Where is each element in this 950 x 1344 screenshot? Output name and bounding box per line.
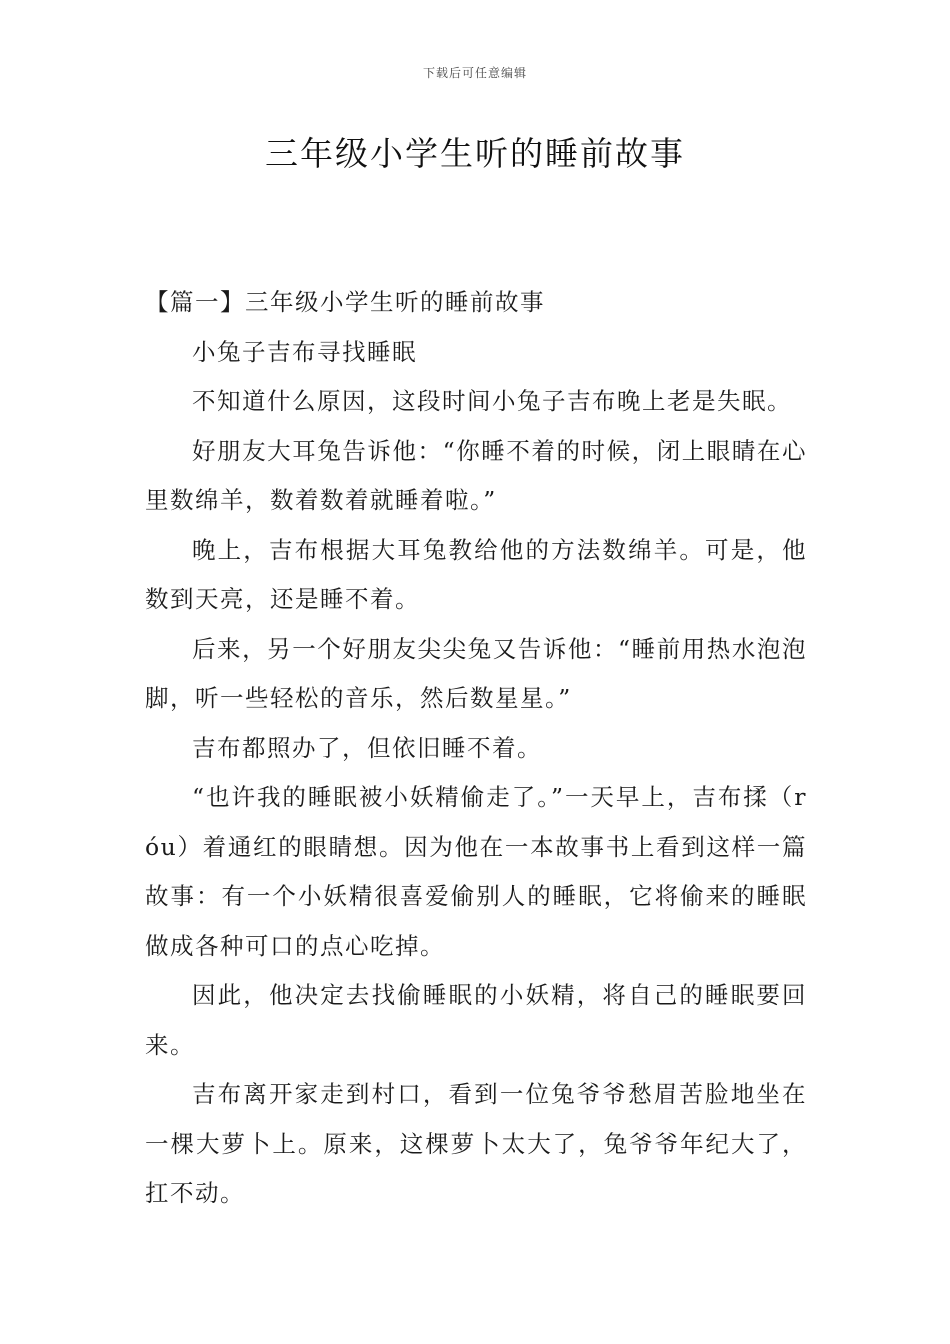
paragraph: 不知道什么原因，这段时间小兔子吉布晚上老是失眠。 [192, 387, 792, 415]
document-body [145, 278, 807, 1219]
paragraph: 好朋友大耳兔告诉他：“你睡不着的时候，闭上眼睛在心里数绵羊，数着数着就睡着啦。” [145, 436, 807, 514]
paragraph: 晚上，吉布根据大耳兔教给他的方法数绵羊。可是，他数到天亮，还是睡不着。 [145, 535, 807, 613]
section-heading: 【篇一】三年级小学生听的睡前故事 [145, 288, 545, 316]
paragraph: 后来，另一个好朋友尖尖兔又告诉他：“睡前用热水泡泡脚，听一些轻松的音乐，然后数星星。” [145, 634, 807, 712]
story-title: 小兔子吉布寻找睡眠 [192, 337, 417, 366]
paragraph: 因此，他决定去找偷睡眠的小妖精，将自己的睡眠要回来。 [145, 981, 807, 1059]
paragraph: 吉布离开家走到村口，看到一位兔爷爷愁眉苦脸地坐在一棵大萝卜上。原来，这棵萝卜太大了，兔爷爷年纪大了，扛不动。 [145, 1080, 807, 1207]
document-title: 三年级小学生听的睡前故事 [265, 134, 685, 173]
page-header-note: 下载后可任意编辑 [422, 66, 527, 80]
paragraph: “也许我的睡眠被小妖精偷走了。”一天早上，吉布揉（róu）着通红的眼睛想。因为他在一本故事书上看到这样一篇故事：有一个小妖精很喜爱偷别人的睡眠，它将偷来的睡眠做成各种可口的点心吃掉。 [145, 783, 807, 960]
paragraph: 吉布都照办了，但依旧睡不着。 [192, 733, 542, 762]
